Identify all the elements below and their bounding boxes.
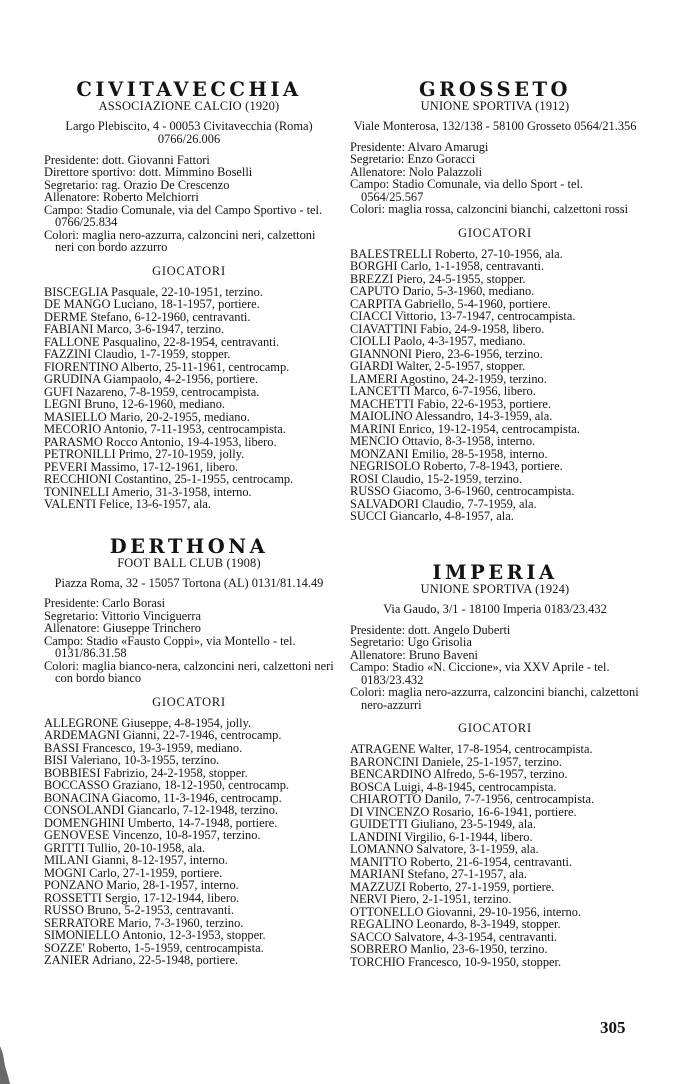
- page-number: 305: [600, 1018, 626, 1037]
- player-entry: SERRATORE Mario, 7-3-1960, terzino.: [44, 915, 244, 930]
- player-entry: PONZANO Mario, 28-1-1957, interno.: [44, 878, 239, 893]
- player-entry: RECCHIONI Costantino, 25-1-1955, centrocamp.: [44, 472, 294, 487]
- player-entry: REGALINO Leonardo, 8-3-1949, stopper.: [350, 917, 561, 932]
- players-list: [350, 248, 640, 523]
- club-derthona: [44, 534, 334, 968]
- club-subtitle: FOOT BALL CLUB (1908): [117, 555, 261, 570]
- player-entry: DI VINCENZO Rosario, 16-6-1941, portiere.: [350, 804, 577, 819]
- club-name: CIVITAVECCHIA: [76, 78, 302, 101]
- info-coach: Allenatore: Bruno Baveni: [350, 647, 479, 662]
- player-entry: ROSI Claudio, 15-2-1959, terzino.: [350, 471, 523, 486]
- info-stadium: Campo: Stadio Comunale, via del Campo Sportivo - tel. 0766/25.834: [44, 202, 323, 230]
- player-entry: RUSSO Giacomo, 3-6-1960, centrocampista.: [350, 484, 575, 499]
- scan-edge-mark: [0, 1046, 10, 1084]
- club-address: Via Gaudo, 3/1 - 18100 Imperia 0183/23.432: [383, 601, 607, 616]
- player-entry: SUCCI Giancarlo, 4-8-1957, ala.: [350, 509, 514, 524]
- club-name: IMPERIA: [432, 560, 558, 584]
- player-entry: FALLONE Pasqualino, 22-8-1954, centravanti.: [44, 334, 280, 349]
- player-entry: MACHETTI Fabio, 22-6-1953, portiere.: [350, 396, 551, 411]
- player-entry: SOZZE' Roberto, 1-5-1959, centrocampista.: [44, 940, 264, 955]
- club-info: [44, 597, 334, 685]
- player-entry: CIOLLI Paolo, 4-3-1957, mediano.: [350, 334, 526, 349]
- players-list: [44, 286, 334, 511]
- player-entry: CONSOLANDI Giancarlo, 7-12-1948, terzino.: [44, 803, 278, 818]
- info-president: Presidente: Carlo Borasi: [44, 596, 166, 611]
- info-colors: Colori: maglia rossa, calzoncini bianchi, calzettoni rossi: [350, 202, 629, 217]
- player-entry: GENOVESE Vincenzo, 10-8-1957, terzino.: [44, 828, 261, 843]
- info-coach: Allenatore: Giuseppe Trinchero: [44, 621, 201, 636]
- players-list: [350, 743, 640, 968]
- player-entry: CARPITA Gabriello, 5-4-1960, portiere.: [350, 296, 551, 311]
- player-entry: BENCARDINO Alfredo, 5-6-1957, terzino.: [350, 767, 568, 782]
- players-heading: GIOCATORI: [152, 694, 226, 709]
- club-info: [44, 154, 334, 254]
- info-coach: Allenatore: Roberto Melchiorri: [44, 190, 199, 205]
- players-heading: GIOCATORI: [458, 225, 532, 240]
- player-entry: DOMENGHINI Umberto, 14-7-1948, portiere.: [44, 815, 278, 830]
- info-secretary: Segretario: Ugo Grisolia: [350, 635, 472, 650]
- player-entry: MANITTO Roberto, 21-6-1954, centravanti.: [350, 854, 573, 869]
- player-entry: MASIELLO Mario, 20-2-1955, mediano.: [44, 409, 250, 424]
- player-entry: LOMANNO Salvatore, 3-1-1959, ala.: [350, 842, 539, 857]
- club-name: GROSSETO: [419, 78, 571, 101]
- info-colors: Colori: maglia nero-azzurra, calzoncini neri, calzettoni neri con bordo azzurro: [44, 227, 316, 255]
- player-entry: MILANI Gianni, 8-12-1957, interno.: [44, 853, 228, 868]
- player-entry: MONZANI Emilio, 28-5-1958, interno.: [350, 446, 548, 461]
- player-entry: NERVI Piero, 2-1-1951, terzino.: [350, 892, 512, 907]
- player-entry: GIANNONI Piero, 23-6-1956, terzino.: [350, 346, 543, 361]
- club-civitavecchia: [44, 80, 334, 511]
- info-secretary: Segretario: rag. Orazio De Crescenzo: [44, 177, 230, 192]
- player-entry: BOCCASSO Graziano, 18-12-1950, centrocamp.: [44, 778, 290, 793]
- player-entry: MECORIO Antonio, 7-11-1953, centrocampista.: [44, 422, 286, 437]
- player-entry: MAZZUZI Roberto, 27-1-1959, portiere.: [350, 879, 555, 894]
- player-entry: CAPUTO Dario, 5-3-1960, mediano.: [350, 284, 535, 299]
- player-entry: MARINI Enrico, 19-12-1954, centrocampista.: [350, 421, 580, 436]
- player-entry: TORCHIO Francesco, 10-9-1950, stopper.: [350, 954, 562, 969]
- club-info: [350, 141, 640, 216]
- player-entry: FABIANI Marco, 3-6-1947, terzino.: [44, 322, 225, 337]
- info-secretary: Segretario: Vittorio Vinciguerra: [44, 608, 202, 623]
- player-entry: LANCETTI Marco, 6-7-1956, libero.: [350, 384, 536, 399]
- players-heading: GIOCATORI: [152, 263, 226, 278]
- player-entry: SOBRERO Manlio, 23-6-1950, terzino.: [350, 942, 548, 957]
- info-stadium: Campo: Stadio «N. Ciccione», via XXV Aprile - tel. 0183/23.432: [350, 660, 610, 687]
- club-address: Piazza Roma, 32 - 15057 Tortona (AL) 0131/81.14.49: [54, 575, 324, 590]
- player-entry: BREZZI Piero, 24-5-1955, stopper.: [350, 271, 526, 286]
- player-entry: SIMONIELLO Antonio, 12-3-1953, stopper.: [44, 928, 266, 943]
- player-entry: BARONCINI Daniele, 25-1-1957, terzino.: [350, 754, 562, 769]
- player-entry: ALLEGRONE Giuseppe, 4-8-1954, jolly.: [44, 715, 252, 730]
- info-stadium: Campo: Stadio «Fausto Coppi», via Montello - tel. 0131/86.31.58: [44, 633, 296, 661]
- player-entry: PETRONILLI Primo, 27-10-1959, jolly.: [44, 447, 245, 462]
- info-president: Presidente: dott. Giovanni Fattori: [44, 152, 210, 167]
- player-entry: BONACINA Giacomo, 11-3-1946, centrocamp.: [44, 790, 282, 805]
- player-entry: NEGRISOLO Roberto, 7-8-1943, portiere.: [350, 459, 563, 474]
- info-sporting-director: Direttore sportivo: dott. Mimmino Boselli: [44, 165, 253, 180]
- right-column: [350, 80, 640, 978]
- info-president: Presidente: Alvaro Amarugi: [350, 139, 489, 154]
- players-heading: GIOCATORI: [458, 721, 532, 736]
- player-entry: ARDEMAGNI Gianni, 22-7-1946, centrocamp.: [44, 728, 282, 743]
- player-entry: GUFI Nazareno, 7-8-1959, centrocampista.: [44, 384, 260, 399]
- info-stadium: Campo: Stadio Comunale, via dello Sport - tel. 0564/25.567: [350, 177, 583, 204]
- player-entry: GRITTI Tullio, 20-10-1958, ala.: [44, 840, 206, 855]
- club-imperia: [350, 560, 640, 969]
- club-subtitle: UNIONE SPORTIVA (1924): [420, 581, 570, 596]
- info-coach: Allenatore: Nolo Palazzoli: [350, 164, 483, 179]
- left-column: [44, 80, 334, 977]
- player-entry: CIAVATTINI Fabio, 24-9-1958, libero.: [350, 321, 545, 336]
- player-entry: CHIAROTTO Danilo, 7-7-1956, centrocampista.: [350, 792, 595, 807]
- player-entry: PEVERI Massimo, 17-12-1961, libero.: [44, 459, 239, 474]
- player-entry: SACCO Salvatore, 4-3-1954, centravanti.: [350, 929, 558, 944]
- info-colors: Colori: maglia nero-azzurra, calzoncini bianchi, calzettoni nero-azzurri: [350, 685, 639, 712]
- player-entry: FAZZINI Claudio, 1-7-1959, stopper.: [44, 347, 231, 362]
- player-entry: BOBBIESI Fabrizio, 24-2-1958, stopper.: [44, 765, 248, 780]
- player-entry: PARASMO Rocco Antonio, 19-4-1953, libero.: [44, 434, 277, 449]
- info-secretary: Segretario: Enzo Goracci: [350, 152, 476, 167]
- club-subtitle: ASSOCIAZIONE CALCIO (1920): [98, 99, 280, 113]
- club-name: DERTHONA: [109, 534, 269, 558]
- player-entry: BISI Valeriano, 10-3-1955, terzino.: [44, 753, 220, 768]
- player-entry: BASSI Francesco, 19-3-1959, mediano.: [44, 740, 243, 755]
- player-entry: GRUDINA Giampaolo, 4-2-1956, portiere.: [44, 372, 259, 387]
- club-info: [350, 624, 640, 712]
- player-entry: BISCEGLIA Pasquale, 22-10-1951, terzino.: [44, 284, 263, 299]
- club-subtitle: UNIONE SPORTIVA (1912): [420, 99, 570, 113]
- player-entry: MARIANI Stefano, 27-1-1957, ala.: [350, 867, 527, 882]
- player-entry: RUSSO Bruno, 5-2-1953, centravanti.: [44, 903, 234, 918]
- club-grosseto: [350, 80, 640, 523]
- player-entry: ATRAGENE Walter, 17-8-1954, centrocampista.: [350, 742, 593, 757]
- player-entry: ZANIER Adriano, 22-5-1948, portiere.: [44, 953, 239, 968]
- player-entry: OTTONELLO Giovanni, 29-10-1956, interno.: [350, 904, 582, 919]
- player-entry: GUIDETTI Giuliano, 23-5-1949, ala.: [350, 817, 536, 832]
- player-entry: BOSCA Luigi, 4-8-1945, centrocampista.: [350, 779, 557, 794]
- player-entry: MOGNI Carlo, 27-1-1959, portiere.: [44, 865, 223, 880]
- info-colors: Colori: maglia bianco-nera, calzoncini neri, calzettoni neri con bordo bianco: [44, 658, 334, 686]
- player-entry: LAMERI Agostino, 24-2-1959, terzino.: [350, 371, 547, 386]
- player-entry: FIORENTINO Alberto, 25-11-1961, centrocamp.: [44, 359, 290, 374]
- player-entry: LANDINI Virgilio, 6-1-1944, libero.: [350, 829, 533, 844]
- player-entry: BORGHI Carlo, 1-1-1958, centravanti.: [350, 259, 545, 274]
- player-entry: DERME Stefano, 6-12-1960, centravanti.: [44, 309, 251, 324]
- player-entry: CIACCI Vittorio, 13-7-1947, centrocampista.: [350, 309, 576, 324]
- player-entry: MAIOLINO Alessandro, 14-3-1959, ala.: [350, 409, 553, 424]
- player-entry: ROSSETTI Sergio, 17-12-1944, libero.: [44, 890, 240, 905]
- player-entry: MENCIO Ottavio, 8-3-1958, interno.: [350, 434, 536, 449]
- club-address: Viale Monterosa, 132/138 - 58100 Grosseto 0564/21.356: [353, 119, 637, 133]
- player-entry: SALVADORI Claudio, 7-7-1959, ala.: [350, 496, 537, 511]
- player-entry: BALESTRELLI Roberto, 27-10-1956, ala.: [350, 246, 563, 261]
- player-entry: LEGNI Bruno, 12-6-1960, mediano.: [44, 397, 226, 412]
- players-list: [44, 717, 334, 967]
- player-entry: TONINELLI Amerio, 31-3-1958, interno.: [44, 484, 252, 499]
- info-president: Presidente: dott. Angelo Duberti: [350, 622, 511, 637]
- player-entry: DE MANGO Luciano, 18-1-1957, portiere.: [44, 297, 260, 312]
- player-entry: VALENTI Felice, 13-6-1957, ala.: [44, 497, 212, 512]
- club-address: Largo Plebiscito, 4 - 00053 Civitavecchia (Roma) 0766/26.006: [65, 119, 313, 146]
- player-entry: GIARDI Walter, 2-5-1957, stopper.: [350, 359, 526, 374]
